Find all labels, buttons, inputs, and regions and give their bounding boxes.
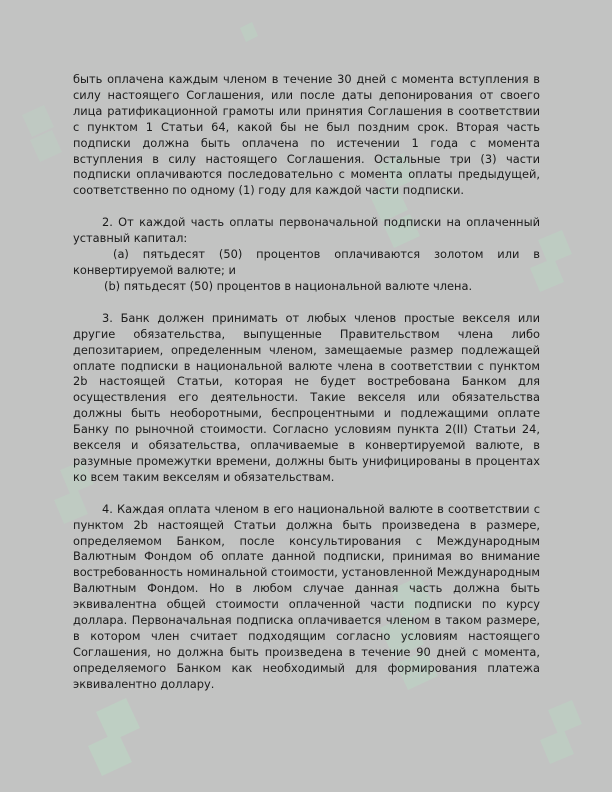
paragraph-2-item-a: (a) пятьдесят (50) процентов оплачиваются золотом или в конвертируемой валюте; и — [73, 247, 540, 277]
paragraph-3: 3. Банк должен принимать от любых членов простые векселя или другие обязательства, выпущенные Правительством члена либо депозитарием, определенным членом, замещаемые размер подлежащей оплате подписки в национальной валюте члена в соответствии с пунктом 2b настоящей Статьи, которая не будет востребована Банком для осуществления его деятельности. Такие векселя или обязательства должны быть необоротными, беспроцентными и подлежащими оплате Банку по рыночной стоимости. Согласно условиям пункта 2(II) Статьи 24, векселя и обязательства, оплачиваемые в конвертируемой валюте, в разумные промежутки времени, должны быть унифицированы в процентах ко всем таким векселям и обязательствам. — [73, 310, 540, 484]
paragraph-2-item-b: (b) пятьдесят (50) процентов в национальной валюте члена. — [104, 278, 473, 293]
paragraph-continuation: быть оплачена каждым членом в течение 30 дней с момента вступления в силу настоящего Соглашения, или после даты депонирования от своего лица ратификационной грамоты или принятия Соглашения в соответствии с пунктом 1 Статьи 64, какой бы не был поздним срок. Вторая часть подписки должна быть оплачена по истечении 1 года с момента вступления в силу настоящего Соглашения. Остальные три (3) части подписки оплачиваются последовательно с момента оплаты предыдущей, соответственно по одному (1) году для каждой части подписки. — [73, 72, 540, 198]
paragraph-4: 4. Каждая оплата членом в его национальной валюте в соответствии с пунктом 2b настоящей Статьи должна быть произведена в размере, определяемом Банком, после консультирования с Международным Валютным Фондом об оплате данной подписки, принимая во внимание востребованность номинальной стоимости, установленной Международным Валютным Фондом. Но в любом случае данная часть должна быть эквивалентна общей стоимости оплаченной части подписки по курсу доллара. Первоначальная подписка оплачивается членом в таком размере, в котором член считает подходящим согласно условиям настоящего Соглашения, но должна быть произведена в течение 90 дней с момента, определяемого Банком как необходимый для формирования платежа эквивалентно доллару. — [73, 501, 540, 691]
document-body — [73, 72, 540, 693]
paragraph-2-intro: 2. От каждой часть оплаты первоначальной подписки на оплаченный уставный капитал: — [73, 215, 540, 246]
